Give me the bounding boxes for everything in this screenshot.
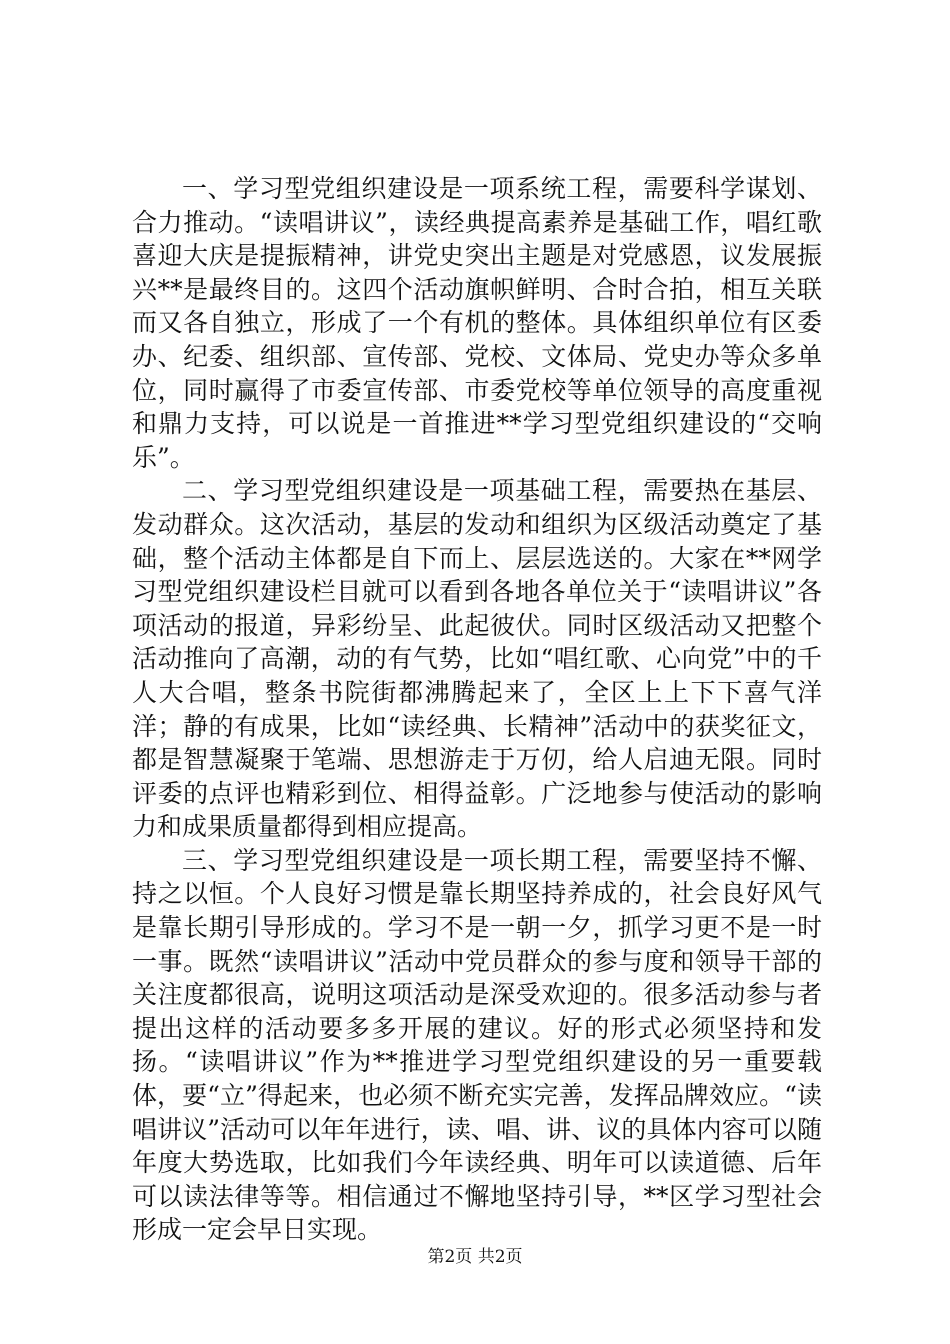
paragraph-3: 三、学习型党组织建设是一项长期工程，需要坚持不懈、持之以恒。个人良好习惯是靠长期坚持养成的，社会良好风气是靠长期引导形成的。学习不是一朝一夕，抓学习更不是一时一事。既然“读唱讲议”活动中党员群众的参与度和领导干部的关注度都很高，说明这项活动是深受欢迎的。很多活动参与者提出这样的活动要多多开展的建议。好的形式必须坚持和发扬。“读唱讲议”作为**推进学习型党组织建设的另一重要载体，要“立”得起来，也必须不断充实完善，发挥品牌效应。“读唱讲议”活动可以年年进行，读、唱、讲、议的具体内容可以随年度大势选取，比如我们今年读经典、明年可以读道德、后年可以读法律等等。相信通过不懈地坚持引导，**区学习型社会形成一定会早日实现。 <box>132 845 822 1245</box>
document-body <box>132 172 822 1247</box>
page-number-footer: 第2页 共2页 <box>427 1247 523 1267</box>
paragraph-1: 一、学习型党组织建设是一项系统工程，需要科学谋划、合力推动。“读唱讲议”，读经典提高素养是基础工作，唱红歌喜迎大庆是提振精神，讲党史突出主题是对党感恩，议发展振兴**是最终目的。这四个活动旗帜鲜明、合时合拍，相互关联而又各自独立，形成了一个有机的整体。具体组织单位有区委办、纪委、组织部、宣传部、党校、文体局、党史办等众多单位，同时赢得了市委宣传部、市委党校等单位领导的高度重视和鼎力支持，可以说是一首推进**学习型党组织建设的“交响乐”。 <box>132 174 822 472</box>
paragraph-2: 二、学习型党组织建设是一项基础工程，需要热在基层、发动群众。这次活动，基层的发动和组织为区级活动奠定了基础，整个活动主体都是自下而上、层层选送的。大家在**网学习型党组织建设栏目就可以看到各地各单位关于“读唱讲议”各项活动的报道，异彩纷呈、此起彼伏。同时区级活动又把整个活动推向了高潮，动的有气势，比如“唱红歌、心向党”中的千人大合唱，整条书院街都沸腾起来了，全区上上下下喜气洋洋；静的有成果，比如“读经典、长精神”活动中的获奖征文，都是智慧凝聚于笔端、思想游走于万仞，给人启迪无限。同时评委的点评也精彩到位、相得益彰。广泛地参与使活动的影响力和成果质量都得到相应提高。 <box>132 476 822 842</box>
